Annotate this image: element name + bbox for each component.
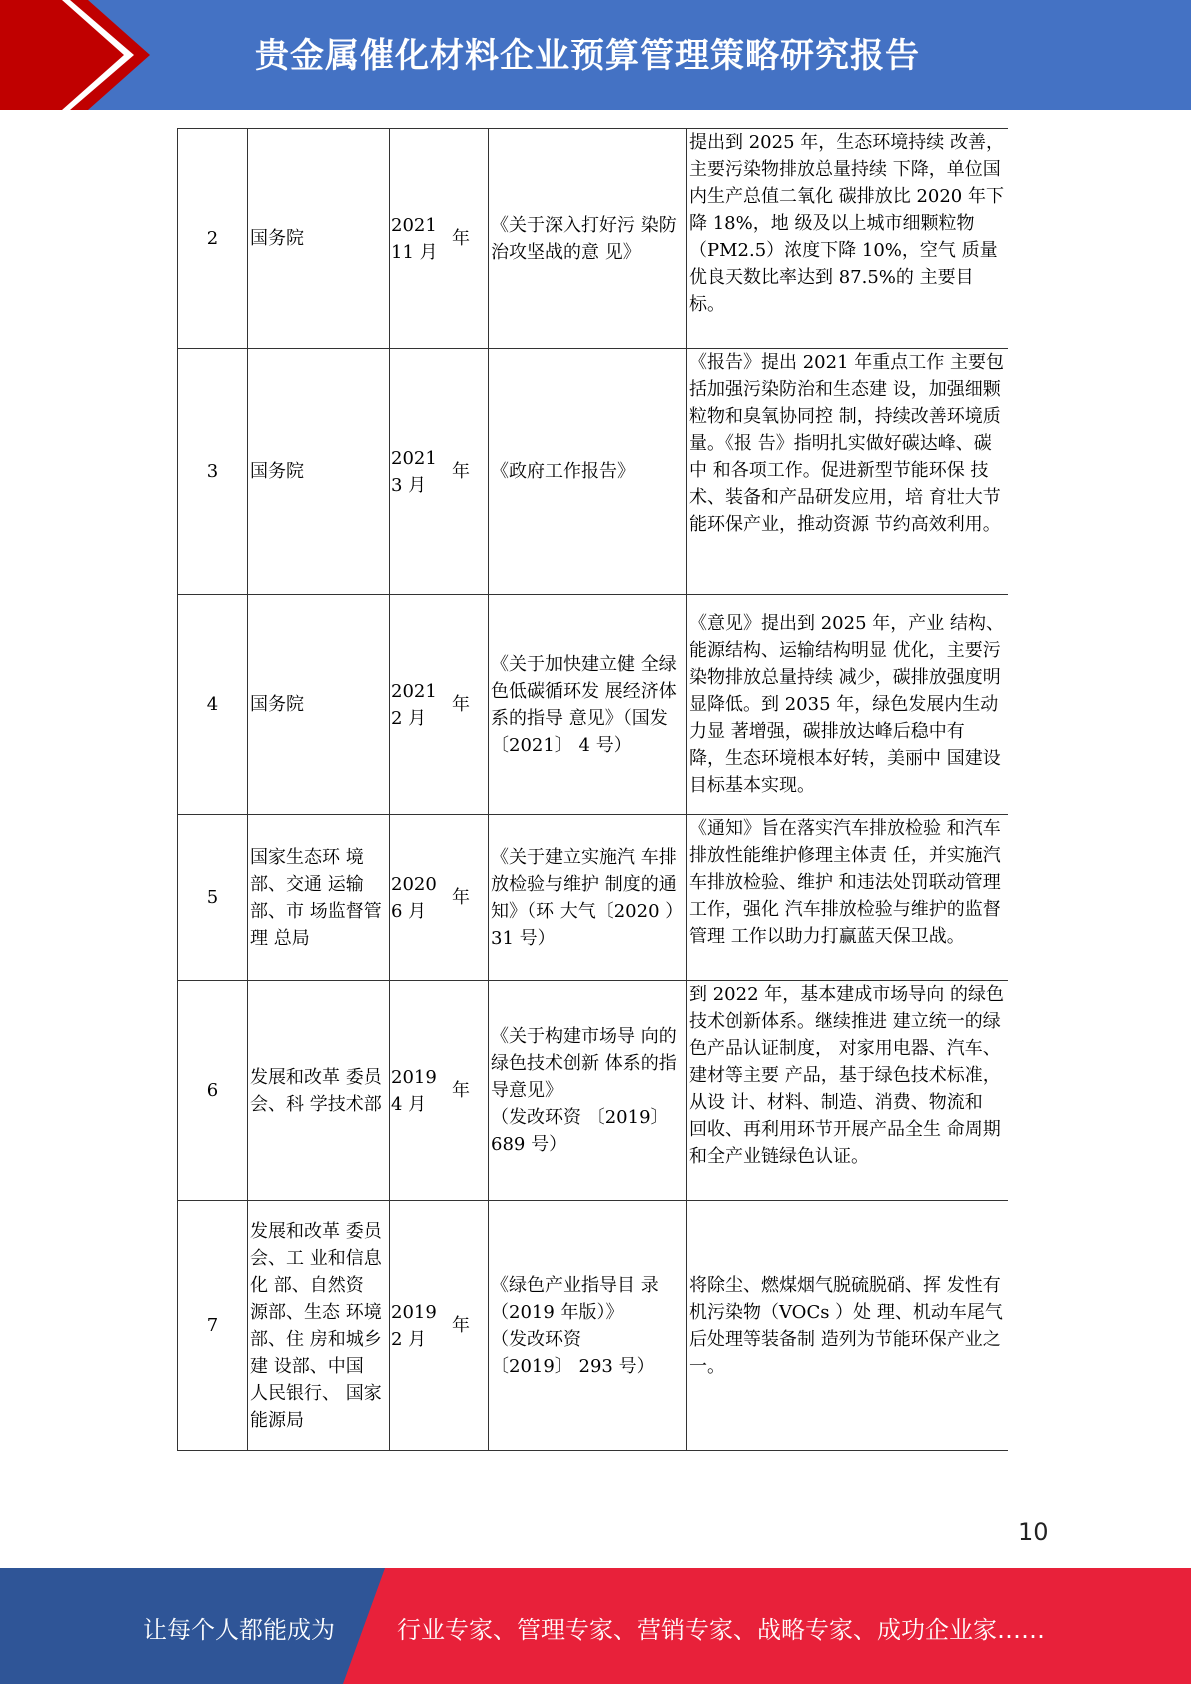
footer-slogan-left: 让每个人都能成为 bbox=[143, 1616, 335, 1644]
issuing-agency-cell: 国务院 bbox=[248, 595, 390, 815]
issuing-agency-cell: 发展和改革 委员会、科 学技术部 bbox=[248, 981, 390, 1201]
issue-year-unit: 年 bbox=[452, 887, 470, 908]
issuing-agency-cell: 国务院 bbox=[248, 129, 390, 349]
policy-document-cell: 《关于加快建立健 全绿色低碳循环发 展经济体系的指导 意见》（国发 〔2021〕 4 号） bbox=[489, 595, 687, 815]
page-footer bbox=[0, 1568, 1191, 1684]
table-row bbox=[178, 815, 1008, 981]
policy-document-cell: 《绿色产业指导目 录（2019 年版）》 （发改环资 〔2019〕 293 号） bbox=[489, 1201, 687, 1451]
table-row bbox=[178, 349, 1008, 595]
policy-document-cell: 《关于构建市场导 向的绿色技术创新 体系的指导意见》 （发改环资 〔2019〕 689 号） bbox=[489, 981, 687, 1201]
issue-date-cell bbox=[390, 815, 489, 981]
row-number-cell: 6 bbox=[178, 981, 248, 1201]
issue-year-unit: 年 bbox=[452, 1315, 470, 1336]
page-header bbox=[0, 0, 1191, 110]
table-row bbox=[178, 595, 1008, 815]
issue-date-cell bbox=[390, 595, 489, 815]
row-number-cell: 2 bbox=[178, 129, 248, 349]
issue-year-unit: 年 bbox=[452, 461, 470, 482]
issue-year-unit: 年 bbox=[452, 1080, 470, 1101]
issue-date-cell bbox=[390, 349, 489, 595]
policy-document-cell: 《关于深入打好污 染防治攻坚战的意 见》 bbox=[489, 129, 687, 349]
policy-content-cell: 《通知》旨在落实汽车排放检验 和汽车排放性能维护修理主体责 任，并实施汽车排放检验、维护 和违法处罚联动管理工作，强化 汽车排放检验与维护的监督管理 工作以助力打赢蓝天保卫战。 bbox=[687, 815, 1008, 981]
policy-document-cell: 《关于建立实施汽 车排放检验与维护 制度的通知》（环 大气〔2020 ） 31 号） bbox=[489, 815, 687, 981]
issuing-agency-cell: 国家生态环 境部、交通 运输部、市 场监督管理 总局 bbox=[248, 815, 390, 981]
table-row bbox=[178, 129, 1008, 349]
issue-year-unit: 年 bbox=[452, 694, 470, 715]
policy-content-cell: 《报告》提出 2021 年重点工作 主要包括加强污染防治和生态建 设，加强细颗粒物和臭氧协同控 制，持续改善环境质量。《报 告》指明扎实做好碳达峰、碳中 和各项工作。促进新型节能环保 技术、装备和产品研发应用，培 育壮大节能环保产业，推动资源 节约高效利用。 bbox=[687, 349, 1008, 595]
policy-content-cell: 提出到 2025 年，生态环境持续 改善，主要污染物排放总量持续 下降，单位国内生产总值二氧化 碳排放比 2020 年下降 18%，地 级及以上城市细颗粒物 （PM2.5）浓度下降 10%，空气 质量优良天数比率达到 87.5%的 主要目标。 bbox=[687, 129, 1008, 349]
issue-month: 6 月 bbox=[391, 900, 427, 922]
row-number-cell: 5 bbox=[178, 815, 248, 981]
issuing-agency-cell: 发展和改革 委员会、工 业和信息化 部、自然资 源部、生态 环境部、住 房和城乡建 设部、中国 人民银行、 国家能源局 bbox=[248, 1201, 390, 1451]
issue-year: 2021 bbox=[391, 214, 437, 236]
table-row bbox=[178, 981, 1008, 1201]
issue-month: 4 月 bbox=[391, 1093, 427, 1115]
policy-content-cell: 到 2022 年，基本建成市场导向 的绿色技术创新体系。继续推进 建立统一的绿色产品认证制度， 对家用电器、汽车、建材等主要 产品，基于绿色技术标准，从设 计、材料、制造、消费、物流和 回收、再利用环节开展产品全生 命周期和全产业链绿色认证。 bbox=[687, 981, 1008, 1201]
row-number-cell: 7 bbox=[178, 1201, 248, 1451]
issue-year-unit: 年 bbox=[452, 228, 470, 249]
issue-date-cell bbox=[390, 129, 489, 349]
issue-year: 2020 bbox=[391, 873, 437, 895]
footer-slogan-right: 行业专家、管理专家、营销专家、战略专家、成功企业家…… bbox=[397, 1616, 1045, 1644]
issue-month: 2 月 bbox=[391, 707, 427, 729]
issue-year: 2021 bbox=[391, 447, 437, 469]
issue-year: 2019 bbox=[391, 1066, 437, 1088]
issue-year: 2019 bbox=[391, 1301, 437, 1323]
page-number: 10 bbox=[1018, 1518, 1049, 1546]
issue-year: 2021 bbox=[391, 680, 437, 702]
policy-document-cell: 《政府工作报告》 bbox=[489, 349, 687, 595]
issue-date-cell bbox=[390, 1201, 489, 1451]
issue-month: 11 月 bbox=[391, 241, 438, 263]
issue-date-cell bbox=[390, 981, 489, 1201]
row-number-cell: 3 bbox=[178, 349, 248, 595]
report-title: 贵金属催化材料企业预算管理策略研究报告 bbox=[255, 36, 920, 76]
policy-table bbox=[177, 128, 1008, 1451]
issue-month: 2 月 bbox=[391, 1328, 427, 1350]
policy-content-cell: 将除尘、燃煤烟气脱硫脱硝、挥 发性有机污染物（VOCs ）处 理、机动车尾气后处理等装备制 造列为节能环保产业之一。 bbox=[687, 1201, 1008, 1451]
table-row bbox=[178, 1201, 1008, 1451]
issuing-agency-cell: 国务院 bbox=[248, 349, 390, 595]
issue-month: 3 月 bbox=[391, 474, 427, 496]
row-number-cell: 4 bbox=[178, 595, 248, 815]
policy-content-cell: 《意见》提出到 2025 年，产业 结构、能源结构、运输结构明显 优化，主要污染物排放总量持续 减少，碳排放强度明显降低。到 2035 年，绿色发展内生动力显 著增强，碳排放达峰后稳中有 降，生态环境根本好转，美丽中 国建设目标基本实现。 bbox=[687, 595, 1008, 815]
